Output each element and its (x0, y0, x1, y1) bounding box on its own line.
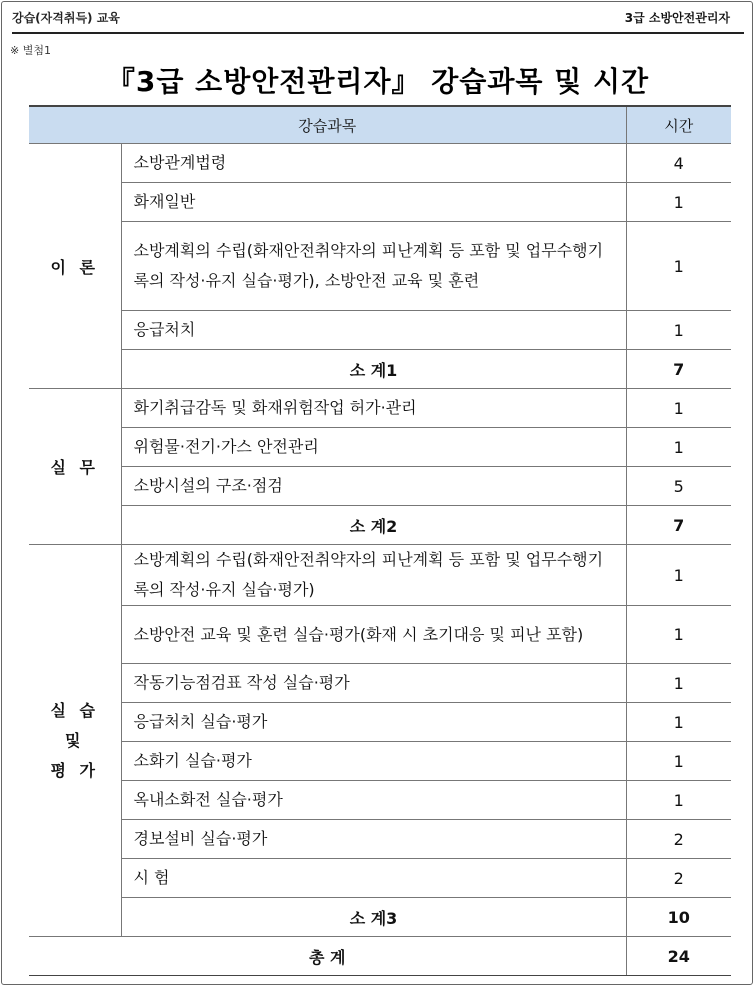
table-row (29, 820, 731, 859)
subtotal-row (29, 898, 731, 937)
subject-cell: 소방계획의 수립(화재안전취약자의 피난계획 등 포함 및 업무수행기록의 작성·유지 실습·평가) (121, 545, 626, 606)
subject-cell: 소화기 실습·평가 (121, 742, 626, 781)
total-row (29, 937, 731, 976)
category-theory: 이 론 (29, 144, 121, 389)
subject-cell: 소방계획의 수립(화재안전취약자의 피난계획 등 포함 및 업무수행기록의 작성·유지 실습·평가), 소방안전 교육 및 훈련 (121, 222, 626, 311)
hours-cell: 1 (626, 742, 731, 781)
header-right-text: 3급 소방안전관리자 (624, 11, 730, 25)
subtotal-value: 7 (626, 350, 731, 389)
total-value: 24 (626, 937, 731, 976)
subject-cell: 응급처치 (121, 311, 626, 350)
table-row (29, 703, 731, 742)
subtotal-row (29, 350, 731, 389)
category-practice: 실 무 (29, 389, 121, 545)
hours-cell: 5 (626, 467, 731, 506)
subject-cell: 소방관계법령 (121, 144, 626, 183)
subtotal-label: 소 계3 (121, 898, 626, 937)
subject-cell: 소방안전 교육 및 훈련 실습·평가(화재 시 초기대응 및 피난 포함) (121, 606, 626, 664)
hours-cell: 1 (626, 428, 731, 467)
hours-cell: 1 (626, 183, 731, 222)
category-line: 및 (65, 730, 85, 750)
table-row (29, 545, 731, 606)
subtotal-value: 7 (626, 506, 731, 545)
subject-cell: 응급처치 실습·평가 (121, 703, 626, 742)
subject-cell: 화기취급감독 및 화재위험작업 허가·관리 (121, 389, 626, 428)
table-row (29, 222, 731, 311)
hours-cell: 1 (626, 781, 731, 820)
table-row (29, 183, 731, 222)
hours-cell: 1 (626, 664, 731, 703)
curriculum-table (29, 105, 731, 976)
subject-cell: 작동기능점검표 작성 실습·평가 (121, 664, 626, 703)
subtotal-label: 소 계1 (121, 350, 626, 389)
table-row (29, 311, 731, 350)
table-header-row (29, 106, 731, 144)
hours-cell: 2 (626, 859, 731, 898)
header-left-text: 강습(자격취득) 교육 (12, 11, 120, 25)
hours-cell: 1 (626, 311, 731, 350)
subject-cell: 화재일반 (121, 183, 626, 222)
subtotal-label: 소 계2 (121, 506, 626, 545)
hours-cell: 4 (626, 144, 731, 183)
column-header-hours: 시간 (626, 106, 731, 144)
hours-cell: 1 (626, 703, 731, 742)
table-row (29, 664, 731, 703)
subject-cell: 소방시설의 구조·점검 (121, 467, 626, 506)
hours-cell: 1 (626, 545, 731, 606)
category-training-evaluation (29, 545, 121, 937)
subtotal-row (29, 506, 731, 545)
column-header-subject: 강습과목 (29, 106, 626, 144)
subject-cell: 경보설비 실습·평가 (121, 820, 626, 859)
hours-cell: 1 (626, 222, 731, 311)
table-row (29, 389, 731, 428)
page-title: 『3급 소방안전관리자』 강습과목 및 시간 (106, 65, 650, 98)
hours-cell: 1 (626, 389, 731, 428)
table-row (29, 859, 731, 898)
table-row (29, 606, 731, 664)
page-header (0, 0, 756, 34)
category-line: 평 가 (50, 760, 99, 780)
table-row (29, 781, 731, 820)
subject-cell: 옥내소화전 실습·평가 (121, 781, 626, 820)
table-row (29, 428, 731, 467)
hours-cell: 1 (626, 606, 731, 664)
total-label: 총 계 (29, 937, 626, 976)
subject-cell: 시 험 (121, 859, 626, 898)
attachment-label: ※ 별첨1 (10, 44, 51, 57)
table-row (29, 742, 731, 781)
category-line: 실 습 (50, 700, 99, 720)
table-row (29, 467, 731, 506)
subtotal-value: 10 (626, 898, 731, 937)
table-row (29, 144, 731, 183)
header-rule (12, 32, 744, 34)
subject-cell: 위험물·전기·가스 안전관리 (121, 428, 626, 467)
hours-cell: 2 (626, 820, 731, 859)
